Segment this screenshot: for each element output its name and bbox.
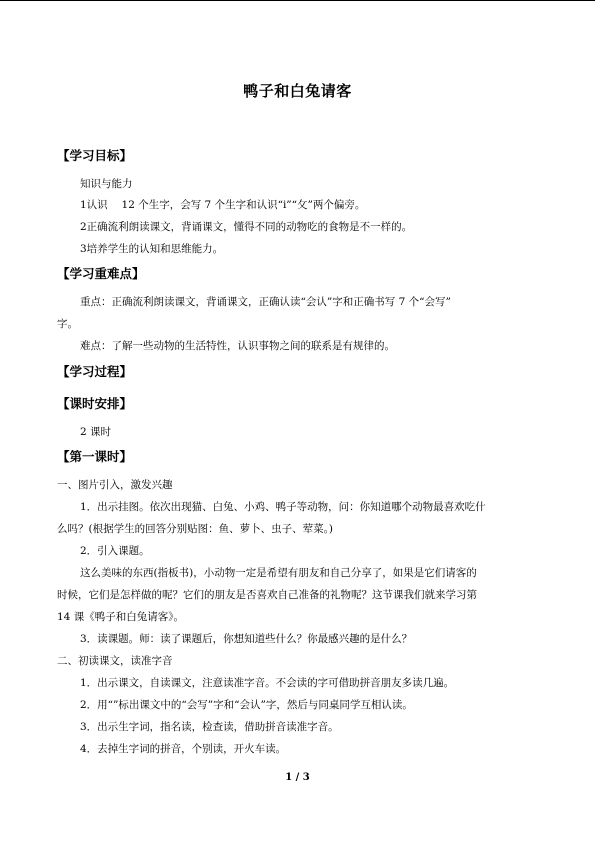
lesson-line: 3．出示生字词，指名读，检查读，借助拼音读准字音。 xyxy=(80,721,339,733)
keypoint-line: 重点：正确流利朗读课文，背诵课文，正确认读“会认”字和正确书写 7 个“会写” xyxy=(80,296,451,308)
lesson-line: 这么美味的东西(指板书)，小动物一定是希望有朋友和自己分享了，如果是它们请客的 xyxy=(80,567,477,579)
lesson-line: 2．引入课题。 xyxy=(80,545,150,557)
section-heading-keypoints: 【学习重难点】 xyxy=(57,266,145,281)
lesson-line: 4．去掉生字词的拼音，个别读，开火车读。 xyxy=(80,743,287,755)
lesson-line: 3．读课题。师：读了课题后，你想知道些什么？你最感兴趣的是什么？ xyxy=(80,633,413,645)
section-heading-goals: 【学习目标】 xyxy=(57,148,133,163)
lesson-line: 2．用“”标出课文中的“会写”字和“会认”字，然后与同桌同学互相认读。 xyxy=(80,699,413,711)
document-title: 鸭子和白兔请客 xyxy=(243,82,352,100)
keypoint-line: 字。 xyxy=(57,318,78,330)
goals-line: 1认识 12 个生字，会写 7 个生字和认识“ⅰ”“攵”两个偏旁。 xyxy=(80,199,366,211)
schedule-text: 2 课时 xyxy=(80,426,112,438)
lesson-line: 1．出示挂图。依次出现猫、白兔、小鸡、鸭子等动物，问：你知道哪个动物最喜欢吃什 xyxy=(80,501,486,513)
section-heading-schedule: 【课时安排】 xyxy=(57,396,133,411)
lesson-line: 二、初读课文，读准字音 xyxy=(57,655,173,667)
section-heading-process: 【学习过程】 xyxy=(57,364,133,379)
lesson-line: 么吗？(根据学生的回答分别贴图：鱼、萝卜、虫子、荤菜。) xyxy=(57,523,333,535)
page-number: 1 / 3 xyxy=(285,772,310,783)
lesson-line: 1．出示课文，自读课文，注意读准字音。不会读的字可借助拼音朋友多读几遍。 xyxy=(80,677,455,689)
lesson-line: 14 课《鸭子和白兔请客》。 xyxy=(57,611,184,623)
difficulty-line: 难点：了解一些动物的生活特性，认识事物之间的联系是有规律的。 xyxy=(80,340,395,352)
section-heading-lesson1: 【第一课时】 xyxy=(57,449,133,464)
goals-line: 2正确流利朗读课文，背诵课文，懂得不同的动物吃的食物是不一样的。 xyxy=(80,221,413,233)
lesson-line: 时候，它们是怎样做的呢？它们的朋友是否喜欢自己准备的礼物呢？这节课我们就来学习第 xyxy=(57,589,477,601)
goals-line: 3培养学生的认知和思维能力。 xyxy=(80,243,224,255)
lesson-line: 一、图片引入，激发兴趣 xyxy=(57,479,173,491)
goals-line: 知识与能力 xyxy=(80,178,133,190)
